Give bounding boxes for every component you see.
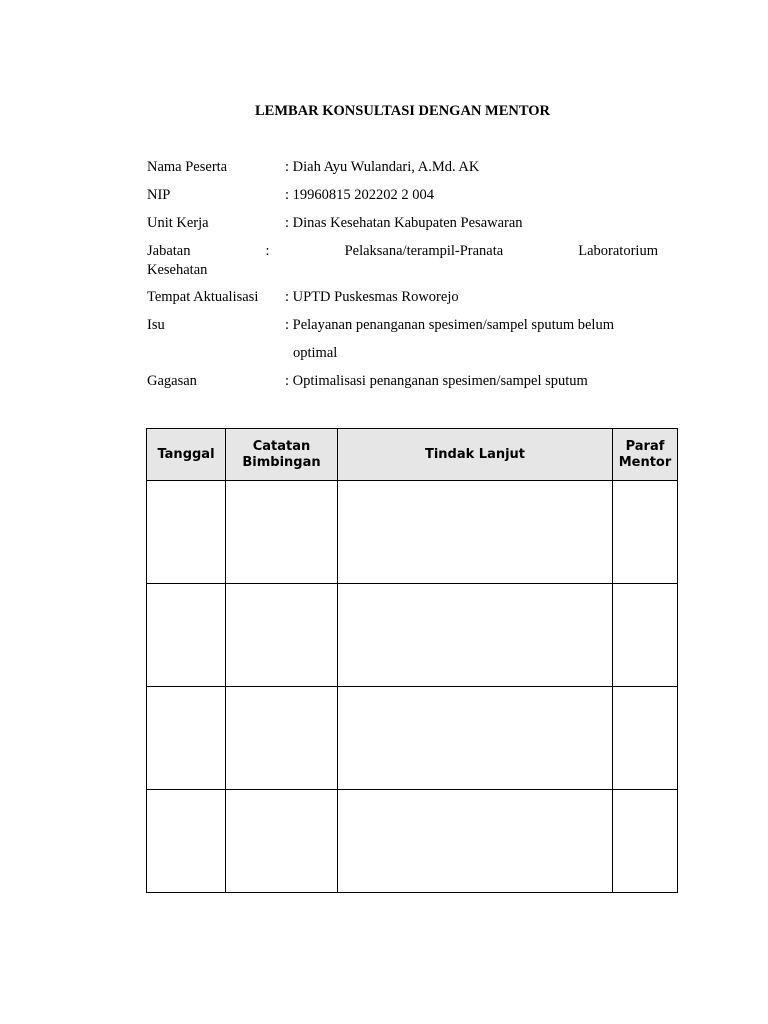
table-row	[147, 790, 678, 893]
cell-tindak-lanjut	[338, 481, 613, 584]
table-header-row	[147, 429, 678, 481]
cell-tanggal	[147, 687, 226, 790]
cell-paraf-mentor	[613, 687, 678, 790]
header-catatan-line1: Catatan	[252, 438, 311, 454]
field-label-unit-kerja: Unit Kerja	[147, 215, 209, 231]
cell-catatan-bimbingan	[226, 687, 338, 790]
header-paraf-mentor	[613, 429, 678, 481]
field-value-isu-continuation: optimal	[293, 345, 338, 361]
field-label-isu: Isu	[147, 317, 165, 333]
jabatan-line	[147, 243, 658, 260]
table-row	[147, 584, 678, 687]
cell-paraf-mentor	[613, 790, 678, 893]
cell-tindak-lanjut	[338, 790, 613, 893]
field-value-isu: : Pelayanan penanganan spesimen/sampel sputum belum	[285, 317, 614, 333]
cell-tindak-lanjut	[338, 687, 613, 790]
header-tanggal: Tanggal	[147, 429, 226, 481]
consultation-table	[146, 428, 678, 893]
field-label-nip: NIP	[147, 187, 171, 203]
field-value-nip: : 19960815 202202 2 004	[285, 187, 435, 203]
cell-tindak-lanjut	[338, 584, 613, 687]
table-row	[147, 481, 678, 584]
header-paraf-line2: Mentor	[618, 454, 672, 470]
header-catatan-bimbingan	[226, 429, 338, 481]
cell-catatan-bimbingan	[226, 481, 338, 584]
field-label-gagasan: Gagasan	[147, 373, 197, 389]
page-title: LEMBAR KONSULTASI DENGAN MENTOR	[254, 103, 551, 119]
cell-paraf-mentor	[613, 584, 678, 687]
field-label-nama-peserta: Nama Peserta	[147, 159, 228, 175]
jabatan-label: Jabatan	[147, 243, 191, 259]
jabatan-value-part2: Laboratorium	[578, 243, 658, 259]
field-label-tempat-aktualisasi: Tempat Aktualisasi	[147, 289, 259, 305]
field-value-gagasan: : Optimalisasi penanganan spesimen/sampel sputum	[285, 373, 588, 389]
cell-catatan-bimbingan	[226, 584, 338, 687]
field-value-tempat-aktualisasi: : UPTD Puskesmas Roworejo	[285, 289, 459, 305]
header-paraf-line1: Paraf	[625, 438, 665, 454]
cell-tanggal	[147, 481, 226, 584]
header-catatan-line2: Bimbingan	[242, 454, 321, 470]
cell-tanggal	[147, 790, 226, 893]
jabatan-value-part1: Pelaksana/terampil-Pranata	[344, 243, 504, 259]
jabatan-colon: :	[265, 243, 270, 259]
cell-tanggal	[147, 584, 226, 687]
cell-paraf-mentor	[613, 481, 678, 584]
jabatan-value-continuation: Kesehatan	[147, 262, 208, 278]
field-value-unit-kerja: : Dinas Kesehatan Kabupaten Pesawaran	[285, 215, 523, 231]
header-tindak-lanjut: Tindak Lanjut	[338, 429, 613, 481]
table-row	[147, 687, 678, 790]
field-value-nama-peserta: : Diah Ayu Wulandari, A.Md. AK	[285, 159, 480, 175]
cell-catatan-bimbingan	[226, 790, 338, 893]
